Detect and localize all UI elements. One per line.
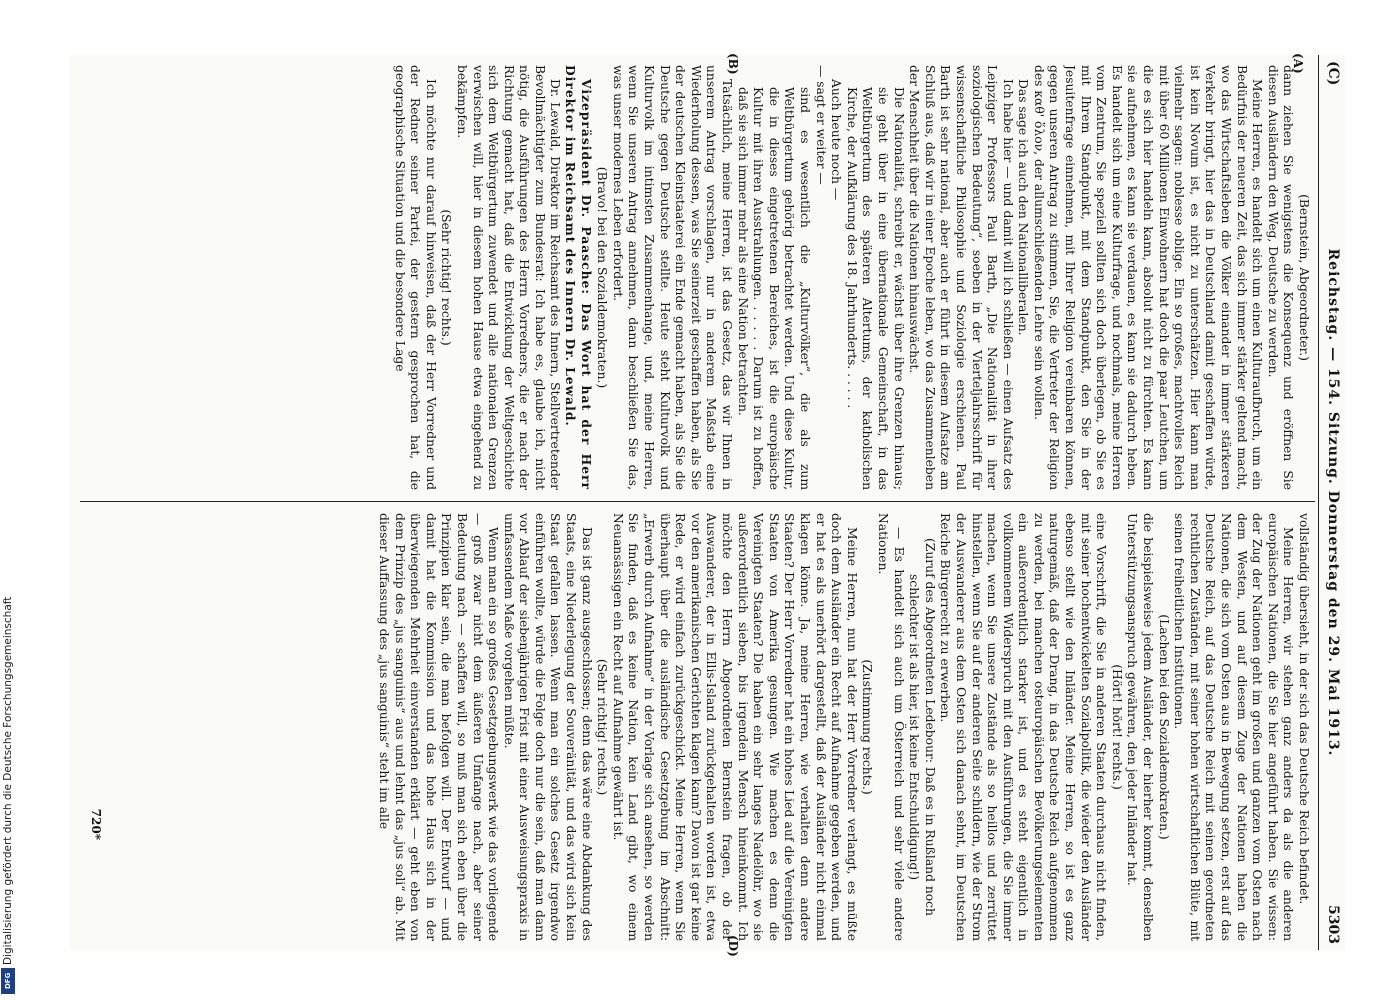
speaker-announcement: Vizepräsident Dr. Paasche: Das Wort hat der Herr Direktor im Reichsamt des Innern Dr. Lewald. — [563, 65, 594, 490]
interjection: (Sehr richtig! rechts.) — [595, 658, 610, 796]
quotation: sind es wesentlich die „Kulturvölker“, die als zum Weltbürgertum gehörig betrachtet werden. Und diese Kultur, die in dieses eingetretenen Bereiches, ist die europäische Kultur mit ihren Ausstrahlungen. . . . . . Darum ist zu hoffen, daß sie sich immer mehr als eine Nation betrachten. — [735, 87, 812, 490]
interjection: (Zuruf des Abgeordneten Ledebour: Daß es in Rußland noch schlechter ist als hier, ist keine Entschuldigung!) — [907, 538, 937, 916]
paragraph: — sagt er weiter — — [813, 65, 828, 185]
margin-marker-b: (B) — [726, 53, 740, 75]
header-column-marker: (C) — [1325, 61, 1341, 86]
page-header — [1318, 55, 1345, 950]
paragraph: Wenn man ein so großes Gesetzgebungswerk wie das vorliegende — groß zwar nicht dem äußeren Umfange nach, aber seiner Bedeutung nach — schaffen will, so muß man sich eben über die Prinzipien klar sein, die man befolgen will. Der Entwurf — und damit hat die Kommission und das hohe Haus sich in der überwiegenden Mehrheit einverstanden erklärt — geht eben von dem Prinzip des „jus sanguinis“ aus und lehnt das „jus soli“ ab. Mit dieser Auffassung des „jus sanguinis“ steht im alle — [376, 513, 501, 941]
paragraph: Meine Herren, wir stehen ganz anders da als die anderen europäischen Nationen, die Sie hier angeführt haben. Sie wissen: der Zug der Nationen geht im großen und ganzen vom Osten nach dem Westen, und auf diesem Zuge der Nationen haben die Nationen, die sich vom Osten aus in Bewegung setzen, erst auf das Deutsche Reich, auf das Deutsche Reich mit seinen geordneten rechtlichen Zuständen, mit seiner hohen wirtschaftlichen Blüte, mit seinen freiheitlichen Institutionen. — [1172, 513, 1296, 941]
signature-number: 720* — [89, 808, 103, 840]
interjection: (Sehr richtig! rechts.) — [439, 209, 454, 346]
paragraph: vollständig übersieht, in der sich das Deutsche Reich befindet. — [1297, 513, 1311, 905]
interjection: (Hört! hört! rechts.) — [1109, 664, 1124, 790]
dfg-logo-icon — [1, 968, 15, 994]
paragraph: — Es handelt sich auch um Österreich und sehr viele andere Nationen. — [875, 513, 906, 941]
interjection: (Bravo! bei den Sozialdemokraten.) — [595, 166, 610, 389]
document-page — [70, 53, 1345, 957]
paragraph: Ich habe hier — und damit will ich schließen — einen Aufsatz des Leipziger Professors Paul Barth, „Die Nationalität in ihrer soziologischen Bedeutung“, soeben in der Vierteljahrsschrift für wissenschaftliche Philosophie und Soziologie erschienen. Paul Barth ist sehr national, aber auch er führt in diesem Aufsatze am Schluß aus, daß wir in einer Epoche leben, wo das Zusammenleben der Menschheit über die Nationen hinauswächst. — [907, 65, 1015, 490]
paragraph: Meine Herren, nun hat der Herr Vorredner verlangt, es müßte doch dem Ausländer ein Recht auf Aufnahme gegeben werden, und er hat es als unerhört dargestellt, daß der Ausländer nicht einmal klagen könne. Ja, meine Herren, wie verhalten denn andere Staaten? Der Herr Vorredner hat ein hohes Lied auf die Vereinigten Staaten von Amerika gesungen. Wie machen es denn die Vereinigten Staaten? Die haben ein sehr langes Nadelöhr, wo sie außerordentlich sieben, bis irgendein Mensch hineinkommt. Ich möchte den Herrn Abgeordneten Bernstein fragen, ob der Auswanderer, der in Ellis-Island zurückgehalten worden ist, etwa vor den amerikanischen Gerichten klagen kann? Davon ist gar keine Rede, er wird einfach zurückgeschickt. Meine Herren, wenn Sie überhaupt über die ausländische Gesetzgebung im Abschnitt: „Erwerb durch Aufnahme“ in der Vorlage sich ansehen, so werden Sie finden, daß es keine Nation, kein Land gibt, wo einem Neuansässigen ein Recht auf Aufnahme gewährt ist. — [610, 513, 859, 941]
digitization-credit-bar — [0, 0, 18, 1000]
paragraph: Ich möchte nur darauf hinweisen, daß der Herr Vorredner und der Redner seiner Partei, der gestern gesprochen hat, die geographische Situation und die besondere Lage — [392, 65, 438, 490]
header-title: Reichstag. — 154. Sitzung. Donnerstag den 29. Mai 1913. — [1325, 248, 1341, 757]
right-column — [86, 513, 1311, 941]
paragraph: Das sage ich auch den Nationalliberalen. — [1016, 79, 1031, 336]
paragraph: Tatsächlich, meine Herren, ist das Gesetz, das wir Ihnen in unserem Antrag vorschlagen, nur in anderem Maßstab eine Wiederholung dessen, was Sie seinerzeit geschaffen haben, als Sie der deutschen Kleinstaaterei ein Ende gemacht haben, als Sie die Deutsche gegen Deutsche stellte. Heute steht Kulturvolk und Kulturvolk im intimsten Zusammenhange, und, meine Herren, wenn Sie unseren Antrag annehmen, dann beschließen Sie das, was unser modernes Leben erfordert. — [610, 65, 735, 490]
paragraph: Meine Herren, es handelt sich um einen Kulturaufbruch, um ein Bedürfnis der neueren Zeit, das sich immer stärker geltend macht, wo das Wirtschaftsleben die Völker einander in immer stärkeren Verkehr bringt, hier das in Deutschland damit geschaffen würde, ist kein Novum ist, es nicht zu unterschätzen. Hier kann man vielmehr sagen: noblesse oblige. Ein so großes, machtvolles Reich mit über 60 Millionen Einwohnern hat doch die paar Leutchen, um die es sich hier handeln kann, absolut nicht zu fürchten. Es kann sie aufnehmen, es kann sie verdauen, es kann sie dadurch heben. Es handelt sich um eine Kulturfrage, und nochmals, meine Herren vom Zentrum, Sie speziell sollten sich doch überlegen, ob Sie es mit Ihrem Standpunkt, mit dem Standpunkt, den Sie in der Jesuitenfrage einnehmen, mit Ihrer Religion vereinbaren können, gegen unseren Antrag zu stimmen, Sie, die Vertreter der Religion des καθ' ὅλον, der allumschließenden Lehre sein wollen. — [1031, 65, 1265, 490]
paragraph: Das ist ganz ausgeschlossen; denn das wäre eine Abdankung des Staats, eine Niederlegung der Souveränität, und das wird sich kein Staat gefallen lassen. Wenn man ein solches Gesetz irgendwo einführen wollte, würde die Folge doch nur die sein, daß man dann vor Ablauf der siebenjährigen Frist mit einer Ausweisungspraxis in umfassendem Maße vorgehen müßte. — [501, 513, 594, 941]
paragraph: die beispielsweise jedem Ausländer, der hierher kommt, denselben Unterstützungsanspruch gewähren, den jeder Inländer hat. — [1125, 513, 1156, 941]
quotation: Die Nationalität, schreibt er, wächst über ihre Grenzen hinaus; sie geht über in eine übernationale Gemeinschaft, in das Weltbürgertum des späteren Altertums, der katholischen Kirche, der Aufklärung des 18. Jahrhunderts. . . . . . — [844, 87, 906, 490]
speaker-paragraph: Dr. Lewald, Direktor im Reichsamt des Innern, Stellvertretender Bevollmächtigter zum Bundesrat: Ich habe es, glaube ich, nicht nötig, die Ausführungen des Herrn Vorredners, die er nach der Richtung gemacht hat, daß die Entwicklung der Weltgeschichte sich dem Weltbürgertum zuwendet und alle nationalen Grenzen verwischen will, hier in diesem hohen Hause etwa eingehend zu bekämpfen. — [454, 65, 563, 490]
dfg-logo-label: DFG — [4, 972, 12, 990]
paragraph: dann ziehen Sie wenigstens die Konsequenz und eröffnen Sie diesen Ausländern den Weg, Deutsche zu werden. — [1265, 65, 1296, 490]
speaker-header: (Bernstein, Abgeordneter.) — [1297, 194, 1311, 361]
interjection: (Lachen bei den Sozialdemokraten.) — [1156, 614, 1171, 840]
margin-marker-d: (D) — [726, 935, 740, 957]
paragraph: eine Vorschrift, die Sie in anderen Staaten durchaus nicht finden, mit seiner hochentwickelten Sozialpolitik, die wieder den Ausländer ebenso stellt wie den Inländer. Meine Herren, so ist es ganz naturgemäß, daß der Drang, in das Deutsche Reich aufgenommen zu werden, bei manchen osteuropäischen Bevölkerungselementen ein außerordentlich starker ist, und es steht eigentlich in vollkommenem Widerspruch mit den Ausführungen, die Sie immer machen, wenn Sie unsere Zustände als so heillos und zerrüttet hinstellen, wenn Sie auf der anderen Seite schildern, wie der Strom der Auswanderer aus dem Osten sich danach sehnt, im Deutschen Reiche Bürgerrecht zu erwerben. — [938, 513, 1109, 941]
paragraph: Auch heute noch — — [829, 79, 844, 201]
digitization-credit-text: Digitalisierung gefördert durch die Deutsche Forschungsgemeinschaft — [2, 596, 14, 965]
left-column — [86, 65, 1311, 490]
interjection: (Zustimmung rechts.) — [860, 659, 875, 795]
margin-marker-a: (A) — [1291, 53, 1305, 74]
column-divider — [80, 501, 1315, 502]
header-page-number: 5303 — [1325, 905, 1341, 944]
